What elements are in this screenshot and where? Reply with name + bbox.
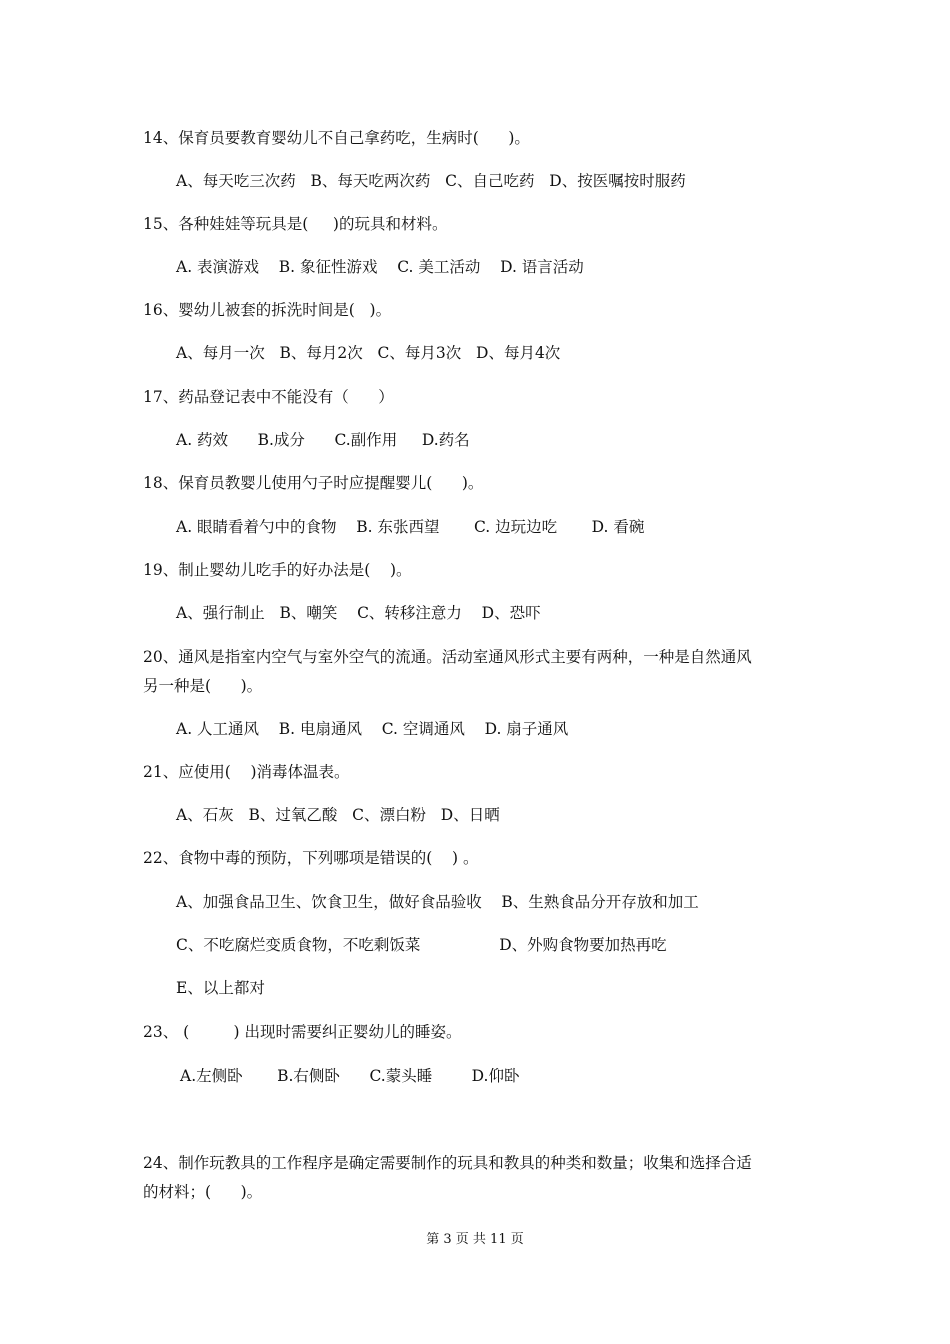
- options-21: A、石灰 B、过氧乙酸 C、漂白粉 D、日晒: [176, 806, 500, 824]
- options-15: A. 表演游戏 B. 象征性游戏 C. 美工活动 D. 语言活动: [176, 258, 584, 276]
- question-14: 14、保育员要教育婴幼儿不自己拿药吃，生病时( )。: [143, 129, 530, 147]
- question-20: 20、通风是指室内空气与室外空气的流通。活动室通风形式主要有两种，一种是自然通风: [143, 648, 752, 666]
- options-22-row2: C、不吃腐烂变质食物，不吃剩饭菜 D、外购食物要加热再吃: [176, 936, 667, 954]
- question-18: 18、保育员教婴儿使用勺子时应提醒婴儿( )。: [143, 474, 484, 492]
- options-16: A、每月一次 B、每月2次 C、每月3次 D、每月4次: [176, 344, 561, 362]
- options-23: A.左侧卧 B.右侧卧 C.蒙头睡 D.仰卧: [180, 1067, 520, 1085]
- question-20-continued: 另一种是( )。: [143, 677, 263, 695]
- question-17: 17、药品登记表中不能没有（ ）: [143, 388, 394, 406]
- page-footer: 第 3 页 共 11 页: [426, 1232, 524, 1247]
- options-22-row3: E、以上都对: [176, 979, 265, 997]
- options-17: A. 药效 B.成分 C.副作用 D.药名: [176, 431, 470, 449]
- options-18: A. 眼睛看着勺中的食物 B. 东张西望 C. 边玩边吃 D. 看碗: [176, 518, 645, 536]
- question-24-continued: 的材料；( )。: [143, 1183, 263, 1201]
- question-15: 15、各种娃娃等玩具是( )的玩具和材料。: [143, 215, 448, 233]
- question-16: 16、婴幼儿被套的拆洗时间是( )。: [143, 301, 392, 319]
- options-22-row1: A、加强食品卫生、饮食卫生，做好食品验收 B、生熟食品分开存放和加工: [176, 893, 699, 911]
- question-24: 24、制作玩教具的工作程序是确定需要制作的玩具和教具的种类和数量；收集和选择合适: [143, 1154, 752, 1172]
- question-19: 19、制止婴幼儿吃手的好办法是( )。: [143, 561, 412, 579]
- question-21: 21、应使用( )消毒体温表。: [143, 763, 350, 781]
- options-14: A、每天吃三次药 B、每天吃两次药 C、自己吃药 D、按医嘱按时服药: [176, 172, 686, 190]
- question-23: 23、 ( ) 出现时需要纠正婴幼儿的睡姿。: [143, 1023, 462, 1041]
- options-19: A、强行制止 B、嘲笑 C、转移注意力 D、恐吓: [176, 604, 541, 622]
- question-22: 22、食物中毒的预防，下列哪项是错误的( ) 。: [143, 849, 479, 867]
- options-20: A. 人工通风 B. 电扇通风 C. 空调通风 D. 扇子通风: [176, 720, 569, 738]
